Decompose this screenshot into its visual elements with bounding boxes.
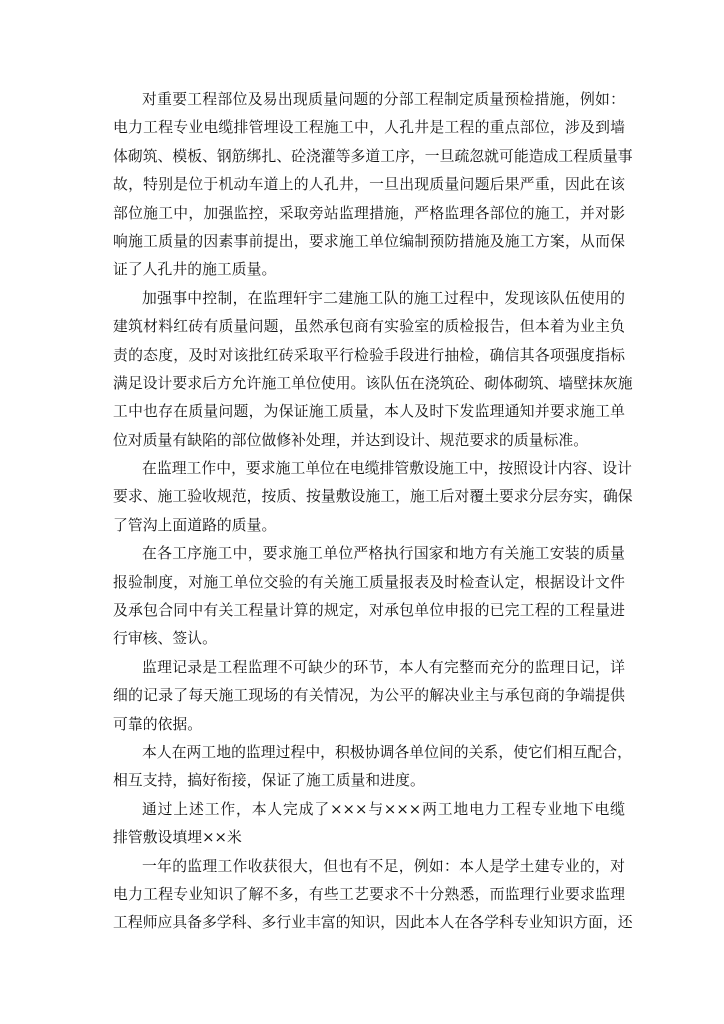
text-line: 报验制度，对施工单位交验的有关施工质量报表及时检查认定，根据设计文件	[113, 573, 625, 591]
text-line: 及承包合同中有关工程量计算的规定，对承包单位申报的已完工程的工程量进	[113, 602, 625, 620]
paragraph-preinspection-measures	[113, 86, 633, 285]
text-line: 责的态度，及时对该批红砖采取平行检验手段进行抽检，确信其各项强度指标	[113, 346, 625, 364]
text-line: 工程师应具备多学科、多行业丰富的知识，因此本人在各学科专业知识方面，还	[113, 914, 633, 932]
text-line: 电力工程专业知识了解不多，有些工艺要求不十分熟悉，而监理行业要求监理	[113, 885, 625, 903]
text-line: 相互支持，搞好衔接，保证了施工质量和进度。	[113, 772, 425, 790]
text-line: 排管敷设填埋××米	[113, 829, 242, 847]
text-line: 可靠的依据。	[113, 715, 203, 733]
text-line: 证了人孔井的施工质量。	[113, 261, 277, 279]
text-line: 在各工序施工中，要求施工单位严格执行国家和地方有关施工安装的质量	[142, 545, 625, 563]
paragraph-in-process-control	[113, 285, 633, 455]
text-line: 在监理工作中，要求施工单位在电缆排管敷设施工中，按照设计内容、设计	[142, 460, 632, 478]
text-line: 位对质量有缺陷的部位做修补处理，并达到设计、规范要求的质量标准。	[113, 431, 589, 449]
paragraph-inspection-system	[113, 540, 625, 654]
text-line: 电力工程专业电缆排管埋设工程施工中，人孔井是工程的重点部位，涉及到墙	[113, 119, 625, 137]
text-line: 细的记录了每天施工现场的有关情况，为公平的解决业主与承包商的争端提供	[113, 687, 625, 705]
text-line: 建筑材料红砖有质量问题，虽然承包商有实验室的质检报告，但本着为业主负	[113, 318, 625, 336]
text-line: 满足设计要求后方允许施工单位使用。该队伍在浇筑砼、砌体砌筑、墙壁抹灰施	[113, 374, 633, 392]
text-line: 要求、施工验收规范，按质、按量敷设施工，施工后对覆土要求分层夯实，确保	[113, 488, 633, 506]
text-line: 部位施工中，加强监控，采取旁站监理措施，严格监理各部位的施工，并对影	[113, 204, 625, 222]
text-line: 故，特别是位于机动车道上的人孔井，一旦出现质量问题后果严重，因此在该	[113, 176, 625, 194]
text-line: 了管沟上面道路的质量。	[113, 516, 277, 534]
paragraph-annual-summary	[113, 853, 633, 938]
paragraph-supervision-records	[113, 654, 625, 739]
text-line: 工中也存在质量问题，为保证施工质量，本人及时下发监理通知并要求施工单	[113, 403, 625, 421]
document-body	[113, 86, 633, 938]
text-line: 加强事中控制，在监理轩宇二建施工队的施工过程中，发现该队伍使用的	[142, 289, 625, 307]
text-line: 响施工质量的因素事前提出，要求施工单位编制预防措施及施工方案，从而保	[113, 232, 625, 250]
text-line: 监理记录是工程监理不可缺少的环节，本人有完整而充分的监理日记，详	[142, 658, 625, 676]
text-line: 通过上述工作，本人完成了×××与×××两工地电力工程专业地下电缆	[142, 800, 625, 818]
paragraph-coordination	[113, 739, 632, 796]
paragraph-work-completed	[113, 796, 625, 853]
text-line: 本人在两工地的监理过程中，积极协调各单位间的关系，使它们相互配合，	[142, 743, 632, 761]
paragraph-cable-laying-requirements	[113, 455, 633, 540]
text-line: 一年的监理工作收获很大，但也有不足，例如：本人是学土建专业的，对	[142, 857, 625, 875]
text-line: 体砌筑、模板、钢筋绑扎、砼浇灌等多道工序，一旦疏忽就可能造成工程质量事	[113, 147, 633, 165]
text-line: 行审核、签认。	[113, 630, 217, 648]
text-line: 对重要工程部位及易出现质量问题的分部工程制定质量预检措施，例如：	[142, 91, 625, 108]
